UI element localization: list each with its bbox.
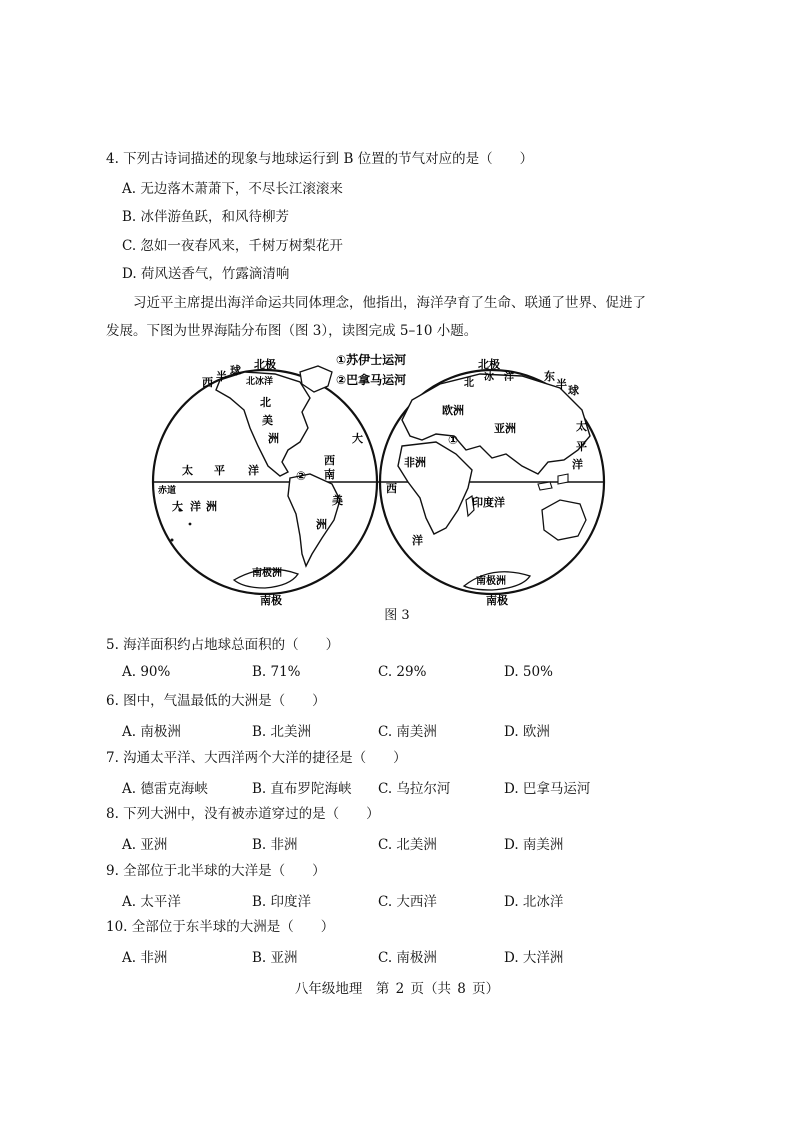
question-6-option-d: D. 欧洲: [504, 724, 550, 740]
question-7-option-c: C. 乌拉尔河: [378, 781, 451, 797]
label-equator: 赤道: [158, 486, 177, 496]
label-nan: 南: [324, 468, 335, 481]
legend-suez: ①苏伊士运河: [336, 353, 407, 367]
label-na-3: 洲: [268, 432, 279, 445]
island-dot: [171, 539, 174, 542]
question-10-stem: 10. 全部位于东半球的大洲是（ ）: [106, 919, 335, 935]
question-5-options: [122, 664, 682, 682]
question-4-option-a: A. 无边落木萧萧下，不尽长江滚滚来: [122, 181, 343, 197]
question-10-option-c: C. 南极洲: [378, 950, 437, 966]
question-8-option-c: C. 北美洲: [378, 837, 437, 853]
label-oceania-3: 洲: [206, 500, 217, 513]
label-yang-east: 洋: [412, 534, 423, 547]
label-arctic-west: 北冰洋: [246, 377, 274, 387]
island-shape: [538, 482, 552, 490]
question-6-option-b: B. 北美洲: [252, 724, 312, 740]
question-8-options: [122, 833, 682, 851]
label-europe: 欧洲: [442, 404, 464, 417]
label-pacific-2: 平: [214, 464, 225, 477]
label-atlantic-da: 大: [352, 432, 363, 445]
label-qiu-west: 球: [230, 364, 241, 377]
question-8-option-d: D. 南美洲: [504, 837, 564, 853]
figure-caption: 图 3: [384, 608, 410, 623]
label-qiu-east: 球: [568, 384, 579, 397]
question-6-option-c: C. 南美洲: [378, 724, 437, 740]
legend-panama: ②巴拿马运河: [336, 373, 407, 387]
question-4-option-d: D. 荷风送香气，竹露滴清响: [122, 266, 290, 282]
question-5-option-c: C. 29%: [378, 664, 427, 680]
label-pacific-east-3: 洋: [572, 458, 583, 471]
label-sa-1: 美: [332, 494, 343, 507]
world-land-sea-map: [150, 350, 615, 610]
question-7-options: [122, 777, 682, 795]
label-ban-west: 半: [216, 370, 227, 383]
page-footer: 八年级地理 第 2 页（共 8 页）: [294, 981, 500, 997]
label-sa-2: 洲: [316, 518, 327, 531]
label-north-pole-west: 北极: [254, 358, 276, 371]
question-4-stem: 4. 下列古诗词描述的现象与地球运行到 B 位置的节气对应的是（ ）: [106, 151, 534, 167]
question-8-option-b: B. 非洲: [252, 837, 298, 853]
australia-landmass: [542, 500, 586, 540]
label-indian-ocean: 印度洋: [472, 496, 505, 509]
label-na-1: 北: [260, 396, 271, 409]
question-7-option-d: D. 巴拿马运河: [504, 781, 591, 797]
question-5-option-b: B. 71%: [252, 664, 301, 680]
label-arctic-east-2: 冰: [484, 372, 494, 383]
label-north-pole-east: 北极: [478, 358, 500, 371]
label-pacific-east-1: 太: [576, 420, 587, 433]
label-oceania-2: 洋: [190, 500, 201, 513]
label-pacific-east-2: 平: [576, 440, 587, 453]
label-xi-east: 西: [386, 482, 397, 495]
question-10-option-a: A. 非洲: [122, 950, 168, 966]
label-oceania-1: 大: [172, 500, 183, 513]
question-9-stem: 9. 全部位于北半球的大洋是（ ）: [106, 863, 326, 879]
question-7-option-b: B. 直布罗陀海峡: [252, 781, 352, 797]
island-shape: [558, 474, 568, 484]
label-xi-west: 西: [202, 376, 213, 389]
label-antarctica-east: 南极洲: [476, 576, 506, 587]
label-asia: 亚洲: [494, 422, 516, 435]
question-9-option-d: D. 北冰洋: [504, 894, 564, 910]
label-ban-east: 半: [556, 378, 567, 391]
label-dong: 东: [544, 370, 555, 383]
label-south-pole-east: 南极: [486, 594, 508, 607]
label-atlantic-xi: 西: [324, 454, 335, 467]
question-4-option-c: C. 忽如一夜春风来，千树万树梨花开: [122, 238, 343, 254]
question-5-stem: 5. 海洋面积约占地球总面积的（ ）: [106, 637, 340, 653]
question-9-option-c: C. 大西洋: [378, 894, 437, 910]
label-south-pole-west: 南极: [260, 594, 282, 607]
question-7-stem: 7. 沟通太平洋、大西洋两个大洋的捷径是（ ）: [106, 750, 407, 766]
question-8-stem: 8. 下列大洲中，没有被赤道穿过的是（ ）: [106, 806, 380, 822]
question-6-options: [122, 720, 682, 738]
question-6-option-a: A. 南极洲: [122, 724, 181, 740]
question-10-option-d: D. 大洋洲: [504, 950, 564, 966]
question-10-options: [122, 946, 682, 964]
question-9-options: [122, 890, 682, 908]
label-arctic-east-1: 北: [464, 378, 474, 389]
question-5-option-a: A. 90%: [122, 664, 171, 680]
question-10-option-b: B. 亚洲: [252, 950, 298, 966]
label-antarctica-west: 南极洲: [252, 568, 282, 579]
passage-line-2: 发展。下图为世界海陆分布图（图 3），读图完成 5–10 小题。: [106, 323, 478, 339]
question-6-stem: 6. 图中，气温最低的大洲是（ ）: [106, 693, 326, 709]
question-4-option-b: B. 冰伴游鱼跃，和风待柳芳: [122, 209, 290, 225]
label-africa: 非洲: [404, 456, 426, 469]
label-na-2: 美: [262, 414, 273, 427]
question-9-option-a: A. 太平洋: [122, 894, 181, 910]
passage-line-1: 习近平主席提出海洋命运共同体理念，他指出，海洋孕育了生命、联通了世界、促进了: [133, 295, 646, 311]
question-5-option-d: D. 50%: [504, 664, 553, 680]
question-7-option-a: A. 德雷克海峡: [122, 781, 208, 797]
panama-marker: ②: [296, 469, 307, 483]
suez-marker: ①: [448, 433, 459, 447]
question-9-option-b: B. 印度洋: [252, 894, 312, 910]
question-8-option-a: A. 亚洲: [122, 837, 168, 853]
label-pacific-1: 太: [182, 464, 193, 477]
label-arctic-east-3: 洋: [504, 372, 514, 383]
island-dot: [189, 523, 192, 526]
label-pacific-3: 洋: [248, 464, 259, 477]
